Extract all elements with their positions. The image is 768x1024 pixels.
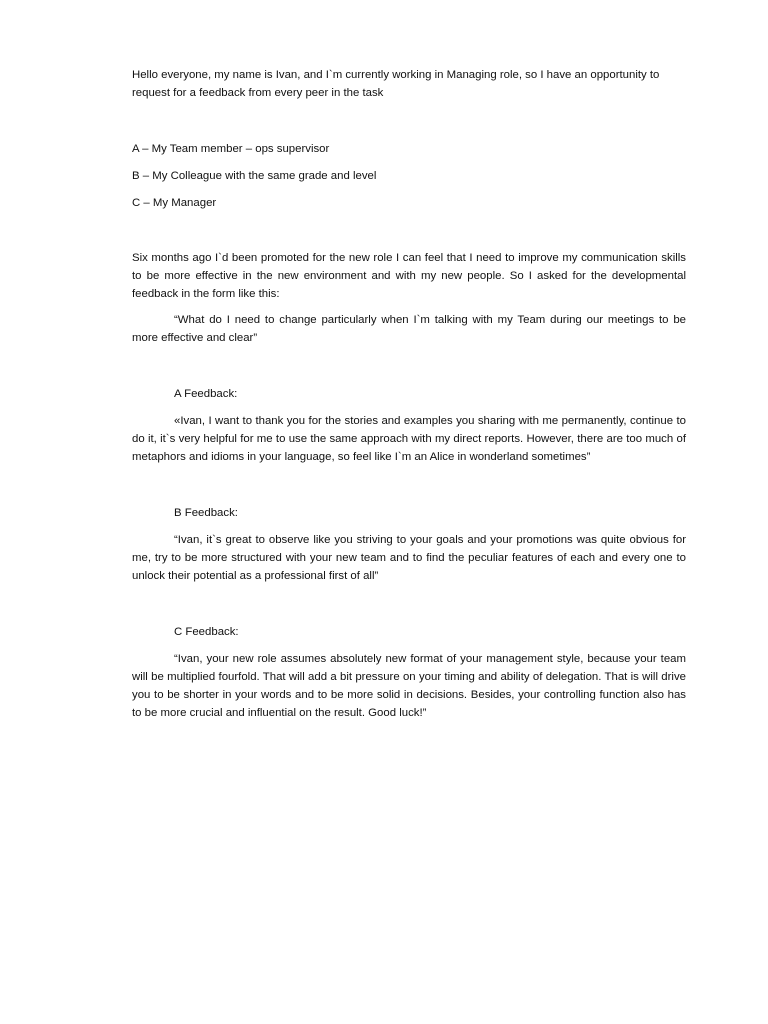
peer-item-a: A – My Team member – ops supervisor [132, 143, 330, 155]
intro-paragraph: Hello everyone, my name is Ivan, and I`m currently working in Managing role, so I have an opportunity to request for a feedback from every peer in the task [132, 69, 660, 99]
document-page [132, 66, 686, 722]
feedback-question: “What do I need to change particularly when I`m talking with my Team during our meetings to be more effective and clear” [132, 314, 686, 344]
context-paragraph: Six months ago I`d been promoted for the new role I can feel that I need to improve my communication skills to be more effective in the new environment and with my new people. So I asked for the developmental feedback in the form like this: [132, 252, 686, 300]
feedback-b-label: B Feedback: [174, 507, 238, 519]
peer-item-b: B – My Colleague with the same grade and level [132, 170, 377, 182]
peer-item-c: C – My Manager [132, 197, 217, 209]
feedback-a-text: «Ivan, I want to thank you for the stories and examples you sharing with me permanently, continue to do it, it`s very helpful for me to use the same approach with my direct reports. However, there are too much of metaphors and idioms in your language, so feel like I`m an Alice in wonderland sometimes” [132, 415, 686, 463]
feedback-c-label: C Feedback: [174, 626, 239, 638]
feedback-b-text: “Ivan, it`s great to observe like you striving to your goals and your promotions was quite obvious for me, try to be more structured with your new team and to find the peculiar features of each and every one to unlock their potential as a professional first of all” [132, 534, 686, 582]
feedback-a-label: A Feedback: [174, 388, 238, 400]
feedback-c-text: “Ivan, your new role assumes absolutely new format of your management style, because your team will be multiplied fourfold. That will add a bit pressure on your timing and ability of delegation. That is will drive you to be shorter in your words and to be more solid in decisions. Besides, your controlling function also has to be more crucial and influential on the result. Good luck!” [132, 653, 686, 719]
